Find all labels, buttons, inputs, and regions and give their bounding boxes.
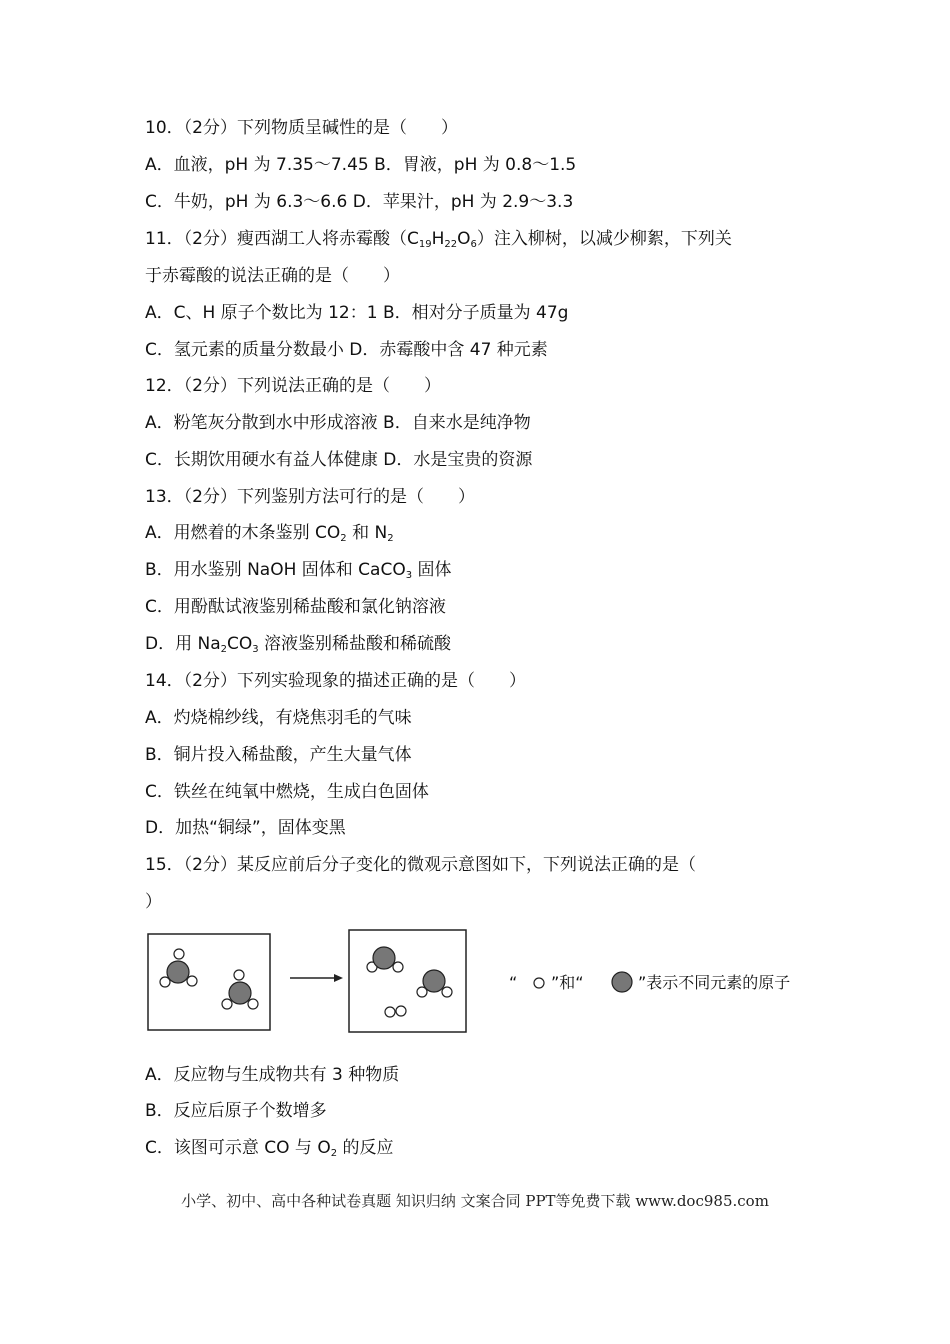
reaction-diagram <box>145 928 835 1036</box>
products-box <box>349 930 466 1032</box>
reaction-arrow <box>290 974 343 982</box>
q11-stem <box>145 227 732 251</box>
q13-option-d <box>145 632 451 656</box>
q13-stem: 13．（2分）下列鉴别方法可行的是（ ） <box>145 487 475 507</box>
q15-stem-line2: ） <box>145 892 162 912</box>
q14-option-c: C．铁丝在纯氧中燃烧，生成白色固体 <box>145 782 429 802</box>
q13-option-b <box>145 558 452 582</box>
q12-options-cd: C．长期饮用硬水有益人体健康 D．水是宝贵的资源 <box>145 450 533 470</box>
q11-sub-h: 22 <box>444 239 458 250</box>
q14-option-d: D．加热“铜绿”，固体变黑 <box>145 818 346 838</box>
q10-options-ab: A．血液，pH 为 7.35～7.45 B．胃液，pH 为 0.8～1.5 <box>145 155 577 175</box>
q15-option-c <box>145 1136 394 1160</box>
q13-a-post: 和 N <box>346 523 388 543</box>
footer-text: 小学、初中、高中各种试卷真题 知识归纳 文案合同 PPT等免费下载 www.doc985.com <box>181 1192 769 1210</box>
q15-stem: 15．（2分）某反应前后分子变化的微观示意图如下，下列说法正确的是（ <box>145 855 696 875</box>
q13-d-post: 溶液鉴别稀盐酸和稀硫酸 <box>258 634 452 654</box>
q13-a-sub2: 2 <box>387 533 394 544</box>
q13-option-c: C．用酚酞试液鉴别稀盐酸和氯化钠溶液 <box>145 597 446 617</box>
q13-d-pre: D．用 Na <box>145 634 221 654</box>
q13-d-sub: 2 <box>220 644 228 655</box>
q13-a-pre: A．用燃着的木条鉴别 CO <box>145 523 341 543</box>
q14-option-a: A．灼烧棉纱线，有烧焦羽毛的气味 <box>145 708 412 728</box>
q11-stem-line2: 于赤霉酸的说法正确的是（ ） <box>145 266 400 286</box>
q11-h: H <box>431 229 445 249</box>
legend-quote-mid: ”和“ <box>551 973 584 992</box>
product-molecule-2 <box>417 970 452 997</box>
q14-stem: 14．（2分）下列实验现象的描述正确的是（ ） <box>145 671 526 691</box>
q10-stem: 10．（2分）下列物质呈碱性的是（ ） <box>145 118 458 138</box>
q13-option-a <box>145 521 394 545</box>
legend-quote-open: “ <box>509 973 518 992</box>
q14-option-b: B．铜片投入稀盐酸，产生大量气体 <box>145 745 412 765</box>
q13-d-mid: CO <box>227 634 253 654</box>
legend-dark-atom <box>612 972 632 992</box>
q13-d-sub2: 3 <box>252 644 259 655</box>
reactant-molecule-2 <box>222 970 258 1009</box>
product-molecule-3 <box>385 1006 406 1017</box>
q15-c-sub: 2 <box>330 1148 338 1159</box>
q12-stem: 12．（2分）下列说法正确的是（ ） <box>145 376 441 396</box>
q15-c-pre: C．该图可示意 CO 与 O <box>145 1138 331 1158</box>
q11-sub-o: 6 <box>470 239 477 250</box>
q13-b-sub: 3 <box>405 570 413 581</box>
q15-option-b: B．反应后原子个数增多 <box>145 1101 327 1121</box>
q11-stem-after: ）注入柳树，以减少柳絮，下列关 <box>476 229 732 249</box>
q13-b-post: 固体 <box>412 560 452 580</box>
q10-options-cd: C．牛奶，pH 为 6.3～6.6 D．苹果汁，pH 为 2.9～3.3 <box>145 192 574 212</box>
q11-stem-before: 11．（2分）瘦西湖工人将赤霉酸（C <box>145 229 419 249</box>
q11-o: O <box>457 229 471 249</box>
legend-text: ”表示不同元素的原子 <box>638 973 791 992</box>
legend-light-atom <box>534 978 544 988</box>
legend <box>509 972 790 992</box>
product-molecule-1 <box>367 947 403 972</box>
q12-options-ab: A．粉笔灰分散到水中形成溶液 B．自来水是纯净物 <box>145 413 531 433</box>
q11-options-cd: C．氢元素的质量分数最小 D．赤霉酸中含 47 种元素 <box>145 340 548 360</box>
q15-c-post: 的反应 <box>337 1138 394 1158</box>
q15-option-a: A．反应物与生成物共有 3 种物质 <box>145 1065 400 1085</box>
reactant-molecule-1 <box>160 949 197 987</box>
q13-a-sub: 2 <box>340 533 347 544</box>
q13-b-pre: B．用水鉴别 NaOH 固体和 CaCO <box>145 560 406 580</box>
q11-sub-c: 19 <box>418 239 432 250</box>
q11-options-ab: A．C、H 原子个数比为 12：1 B．相对分子质量为 47g <box>145 303 569 323</box>
